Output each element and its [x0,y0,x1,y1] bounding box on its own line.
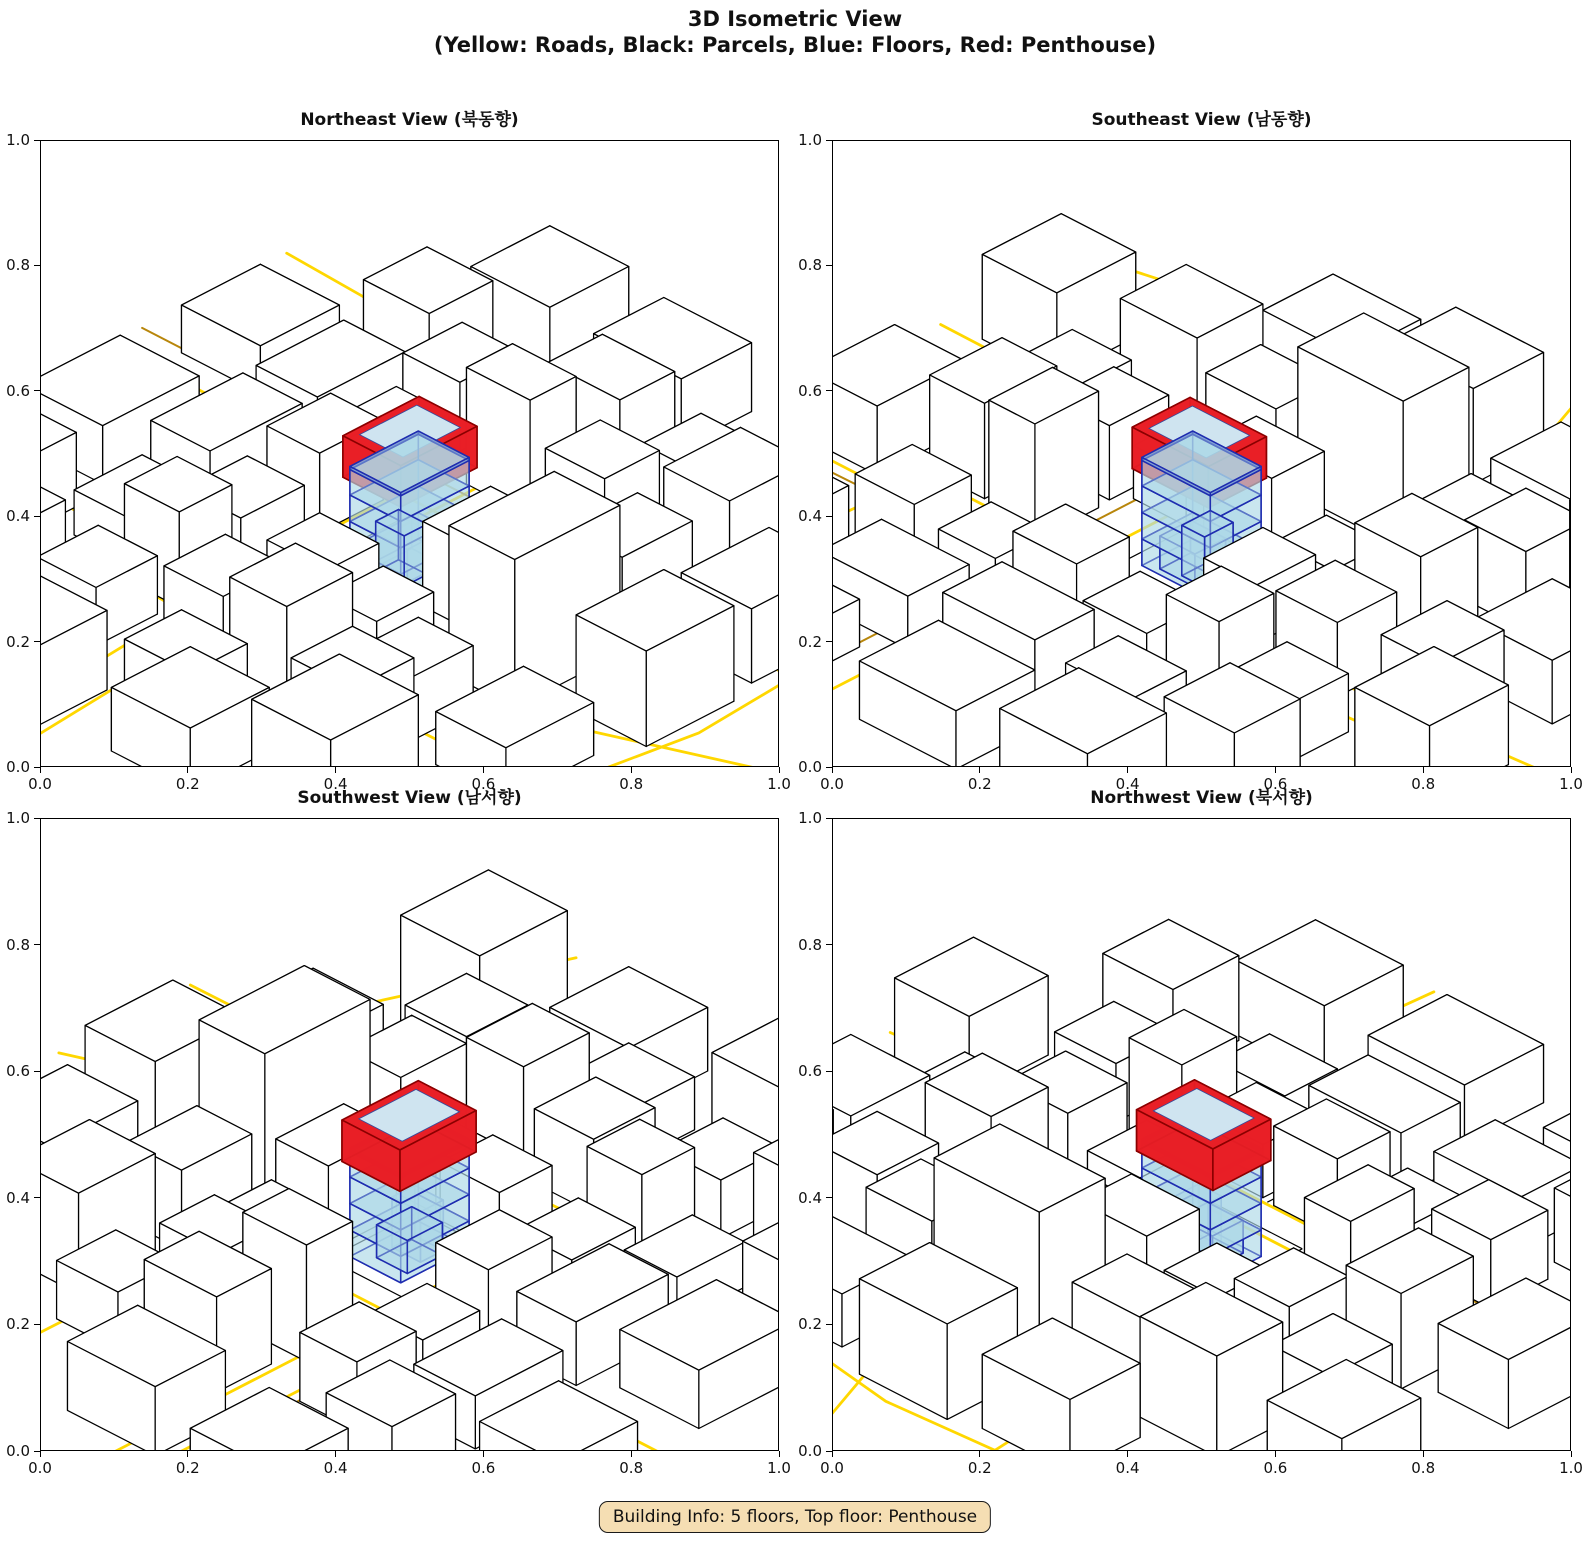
view-title-southeast: Southeast View (남동향) [1091,110,1312,130]
y-tick [34,140,40,141]
view-canvas-southwest [40,818,779,1451]
y-tick [826,767,832,768]
y-tick [826,265,832,266]
x-tick [631,1451,632,1457]
y-tick-label: 0.6 [798,381,822,400]
view-canvas-northeast [40,140,779,767]
y-tick-label: 0.4 [798,1188,822,1207]
y-tick [826,1451,832,1452]
y-tick [34,818,40,819]
x-tick [1127,1451,1128,1457]
x-tick-label: 0.4 [1115,775,1140,793]
x-tick-label: 0.6 [1263,775,1288,793]
x-tick-label: 0.6 [471,775,496,793]
y-tick [826,1071,832,1072]
y-tick [34,1197,40,1198]
y-tick-label: 0.0 [798,758,822,776]
y-tick-label: 0.2 [798,632,822,651]
y-tick-label: 0.6 [798,1062,822,1081]
x-tick-label: 0.4 [1115,1459,1140,1477]
y-tick-label: 0.0 [6,1442,30,1460]
y-tick-label: 0.8 [6,256,30,275]
figure-subtitle: (Yellow: Roads, Black: Parcels, Blue: Floors, Red: Penthouse) [433,33,1157,57]
x-tick [483,767,484,773]
x-tick-label: 0.2 [967,775,992,793]
y-tick [34,767,40,768]
y-tick-label: 0.4 [798,507,822,526]
x-tick [832,767,833,773]
y-tick-label: 0.6 [6,1062,30,1081]
y-tick [34,265,40,266]
x-tick-label: 0.8 [619,1459,644,1477]
y-tick [826,944,832,945]
x-tick-label: 0.8 [1411,1459,1436,1477]
y-tick [826,1197,832,1198]
y-tick [826,140,832,141]
y-tick [826,516,832,517]
y-tick-label: 0.2 [6,1315,30,1334]
y-tick-label: 0.0 [798,1442,822,1460]
x-tick-label: 0.0 [28,775,52,793]
x-tick [1423,767,1424,773]
x-tick [1571,1451,1572,1457]
x-tick [832,1451,833,1457]
y-tick [34,516,40,517]
y-tick-label: 0.4 [6,507,30,526]
y-tick [34,1451,40,1452]
view-title-southwest: Southwest View (남서향) [297,788,522,808]
x-tick [483,1451,484,1457]
y-tick [34,1324,40,1325]
y-tick-label: 0.6 [6,381,30,400]
x-tick-label: 0.0 [820,1459,844,1477]
x-tick [979,1451,980,1457]
y-tick [826,1324,832,1325]
x-tick [335,1451,336,1457]
x-tick [1275,767,1276,773]
y-tick-label: 0.2 [798,1315,822,1334]
y-tick-label: 1.0 [6,809,30,827]
x-tick [631,767,632,773]
view-title-northeast: Northeast View (북동향) [300,110,519,130]
x-tick [1571,767,1572,773]
y-tick-label: 0.8 [798,935,822,954]
x-tick-label: 0.2 [175,1459,200,1477]
y-tick [826,818,832,819]
y-tick [826,390,832,391]
x-tick-label: 0.8 [1411,775,1436,793]
x-tick-label: 0.6 [471,1459,496,1477]
y-tick-label: 0.8 [798,256,822,275]
y-tick [34,641,40,642]
x-tick-label: 0.0 [820,775,844,793]
x-tick-label: 0.6 [1263,1459,1288,1477]
x-tick-label: 1.0 [1559,775,1583,793]
view-canvas-southeast [832,140,1571,767]
y-tick-label: 0.0 [6,758,30,776]
x-tick-label: 0.0 [28,1459,52,1477]
x-tick [1423,1451,1424,1457]
y-tick-label: 0.4 [6,1188,30,1207]
y-tick [34,944,40,945]
y-tick-label: 0.8 [6,935,30,954]
x-tick-label: 1.0 [1559,1459,1583,1477]
y-tick [34,1071,40,1072]
x-tick [979,767,980,773]
y-tick-label: 1.0 [6,131,30,149]
building-info-badge: Building Info: 5 floors, Top floor: Penthouse [599,1501,991,1533]
x-tick [1127,767,1128,773]
y-tick-label: 0.2 [6,632,30,651]
x-tick-label: 0.8 [619,775,644,793]
y-tick [34,390,40,391]
y-tick-label: 1.0 [798,131,822,149]
y-tick-label: 1.0 [798,809,822,827]
x-tick-label: 1.0 [767,1459,791,1477]
x-tick-label: 0.2 [967,1459,992,1477]
x-tick-label: 0.2 [175,775,200,793]
x-tick [40,767,41,773]
x-tick-label: 0.4 [323,1459,348,1477]
view-title-northwest: Northwest View (북서향) [1090,788,1313,808]
y-tick [826,641,832,642]
x-tick [187,1451,188,1457]
x-tick [335,767,336,773]
x-tick-label: 0.4 [323,775,348,793]
view-canvas-northwest [832,818,1571,1451]
figure-title: 3D Isometric View [687,7,903,31]
x-tick [1275,1451,1276,1457]
x-tick [187,767,188,773]
building-face [1554,1188,1571,1295]
building-face [832,599,860,688]
x-tick-label: 1.0 [767,775,791,793]
x-tick [40,1451,41,1457]
